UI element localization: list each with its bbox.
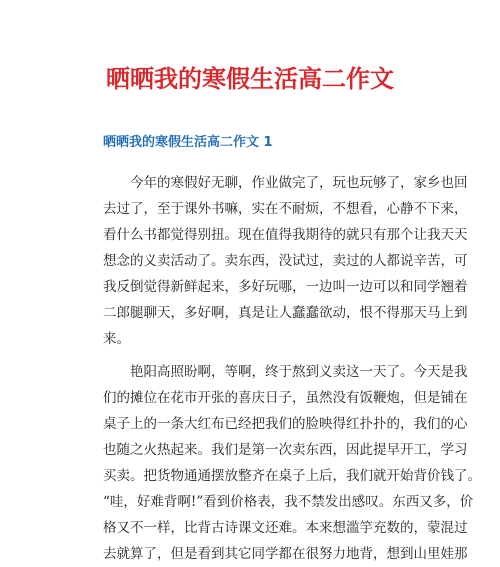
paragraph-line: 格又不一样，比背古诗课文还难。本来想滥竽充数的，蒙混过 — [103, 520, 468, 536]
paragraph-line: 来。 — [103, 331, 130, 347]
paragraph-1 — [103, 170, 468, 352]
paragraph-line: 看什么书都觉得别扭。现在值得我期待的就只有那个让我天天 — [103, 227, 468, 243]
paragraph-line: 艳阳高照盼啊，等啊，终于熬到义卖这一天了。今天是我 — [130, 364, 468, 380]
section-heading: 晒晒我的寒假生活高二作文 1 — [103, 135, 273, 150]
paragraph-line: 想念的义卖活动了。卖东西，没试过，卖过的人都说辛苦，可 — [103, 253, 468, 269]
paragraph-line: 我反倒觉得新鲜起来，多好玩哪，一边叫一边可以和同学翘着 — [103, 279, 468, 295]
paragraph-line: 也随之火热起来。我们是第一次卖东西，因此提早开工，学习 — [103, 442, 468, 458]
paragraph-line: “哇，好难背啊!”看到价格表，我不禁发出感叹。东西又多，价 — [103, 494, 474, 510]
paragraph-line: 去就算了，但是看到其它同学都在很努力地背，想到山里娃那 — [103, 546, 468, 562]
paragraph-line: 去过了，至于课外书嘛，实在不耐烦，不想看，心静不下来， — [103, 201, 468, 217]
paragraph-line: 们的摊位在花市开张的喜庆日子，虽然没有饭鞭炮，但是铺在 — [103, 390, 468, 406]
paragraph-line: 二郎腿聊天，多好啊，真是让人蠢蠢欲动，恨不得那天马上到 — [103, 305, 468, 321]
paragraph-2 — [103, 359, 481, 567]
paragraph-line: 今年的寒假好无聊，作业做完了，玩也玩够了，家乡也回 — [130, 175, 468, 191]
paragraph-line: 桌子上的一条大红布已经把我们的脸映得红扑扑的，我们的心 — [103, 416, 468, 432]
document-title: 晒晒我的寒假生活高二作文 — [106, 65, 394, 93]
paragraph-line: 买卖。把货物通通摆放整齐在桌子上后，我们就开始背价钱了。 — [103, 468, 481, 484]
